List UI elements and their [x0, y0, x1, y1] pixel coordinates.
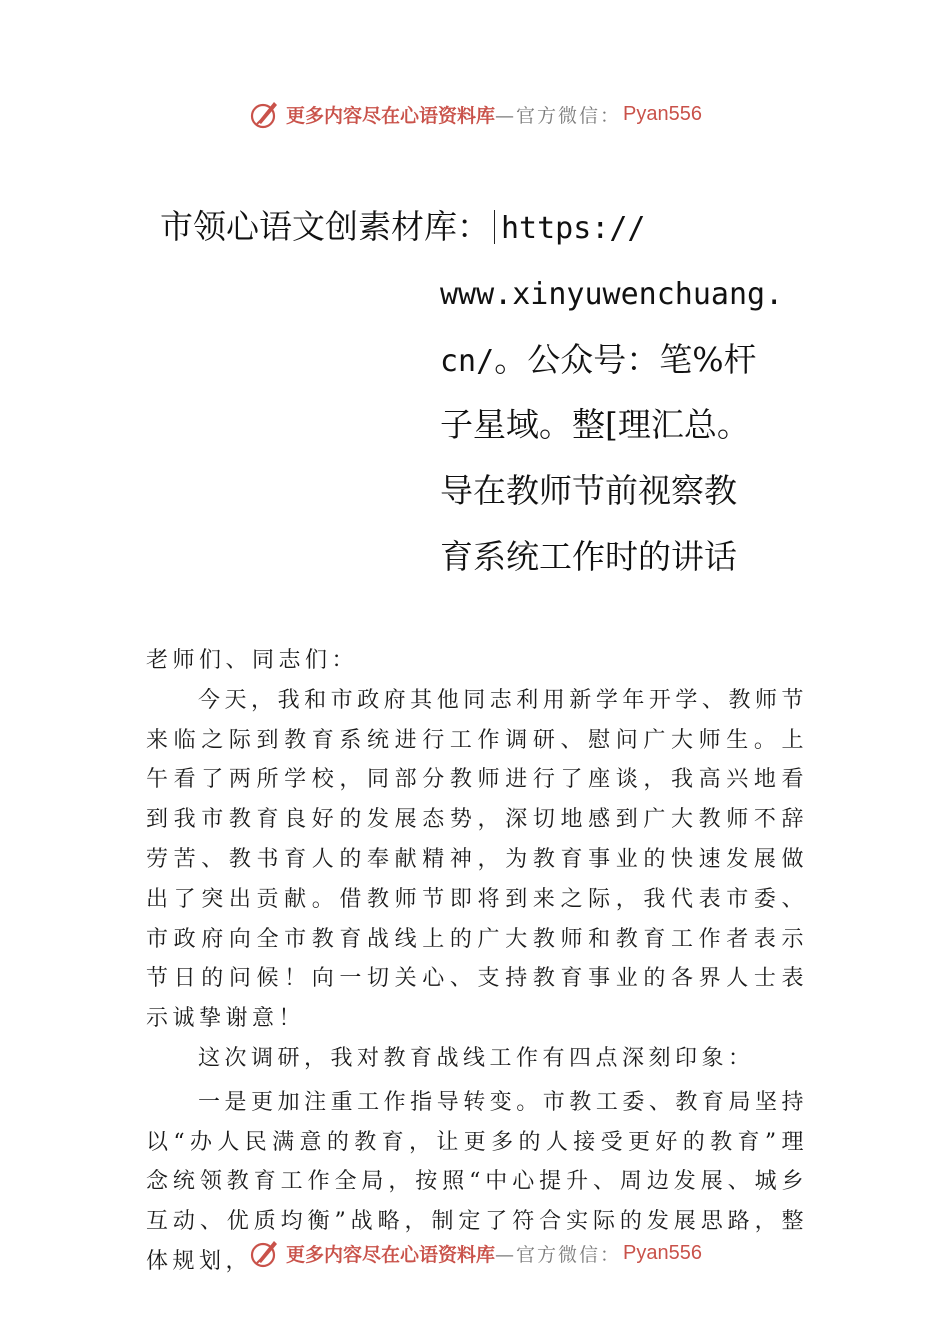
header-line-3-mono: cn/	[440, 344, 495, 379]
header-line-4: 子星域。整[理汇总。	[440, 405, 750, 444]
header-line-6: 育系统工作时的讲话	[440, 537, 737, 576]
watermark-site-text: 更多内容尽在心语资料库	[286, 1243, 496, 1266]
paragraph-3: 一是更加注重工作指导转变。市教工委、教育局坚持以“办人民满意的教育，让更多的人接受更好的教育”理念统领教育工作全局，按照“中心提升、周边发展、城乡互动、优质均衡”战略，制定了符合实际的发展思路，整体规划，	[146, 1089, 808, 1274]
text-cursor-mark	[494, 210, 495, 244]
watermark-site-text: 更多内容尽在心语资料库	[286, 104, 496, 127]
watermark-wechat-label: —官方微信：	[495, 1243, 622, 1266]
watermark-wechat-id: Pyan556	[623, 102, 702, 125]
header-line-1-cn: 市领心语文创素材库：	[160, 207, 490, 246]
header-line-3-cn: 。公众号：笔%杆	[494, 340, 757, 379]
header-line-5: 导在教师节前视察教	[440, 471, 737, 510]
quill-logo-icon	[248, 97, 282, 131]
salutation: 老师们、同志们：	[146, 648, 359, 673]
watermark-banner-bottom	[0, 1233, 950, 1273]
watermark-wechat-label: —官方微信：	[495, 104, 622, 127]
watermark-banner-top	[0, 94, 950, 134]
quill-logo-icon	[248, 1236, 282, 1270]
paragraph-1: 今天，我和市政府其他同志利用新学年开学、教师节来临之际到教育系统进行工作调研、慰问广大师生。上午看了两所学校，同部分教师进行了座谈，我高兴地看到我市教育良好的发展态势，深切地感到广大教师不辞劳苦、教书育人的奉献精神，为教育事业的快速发展做出了突出贡献。借教师节即将到来之际，我代表市委、市政府向全市教育战线上的广大教师和教育工作者表示节日的问候！向一切关心、支持教育事业的各界人士表示诚挚谢意！	[146, 687, 808, 1032]
watermark-wechat-id: Pyan556	[623, 1241, 702, 1264]
speech-body	[146, 641, 808, 1282]
header-line-3	[440, 340, 757, 382]
header-line-1	[160, 207, 646, 249]
paragraph-2: 这次调研，我对教育战线工作有四点深刻印象：	[198, 1045, 755, 1071]
header-line-1-url: https://	[501, 211, 646, 246]
header-line-2: www.xinyuwenchuang.	[440, 277, 784, 312]
